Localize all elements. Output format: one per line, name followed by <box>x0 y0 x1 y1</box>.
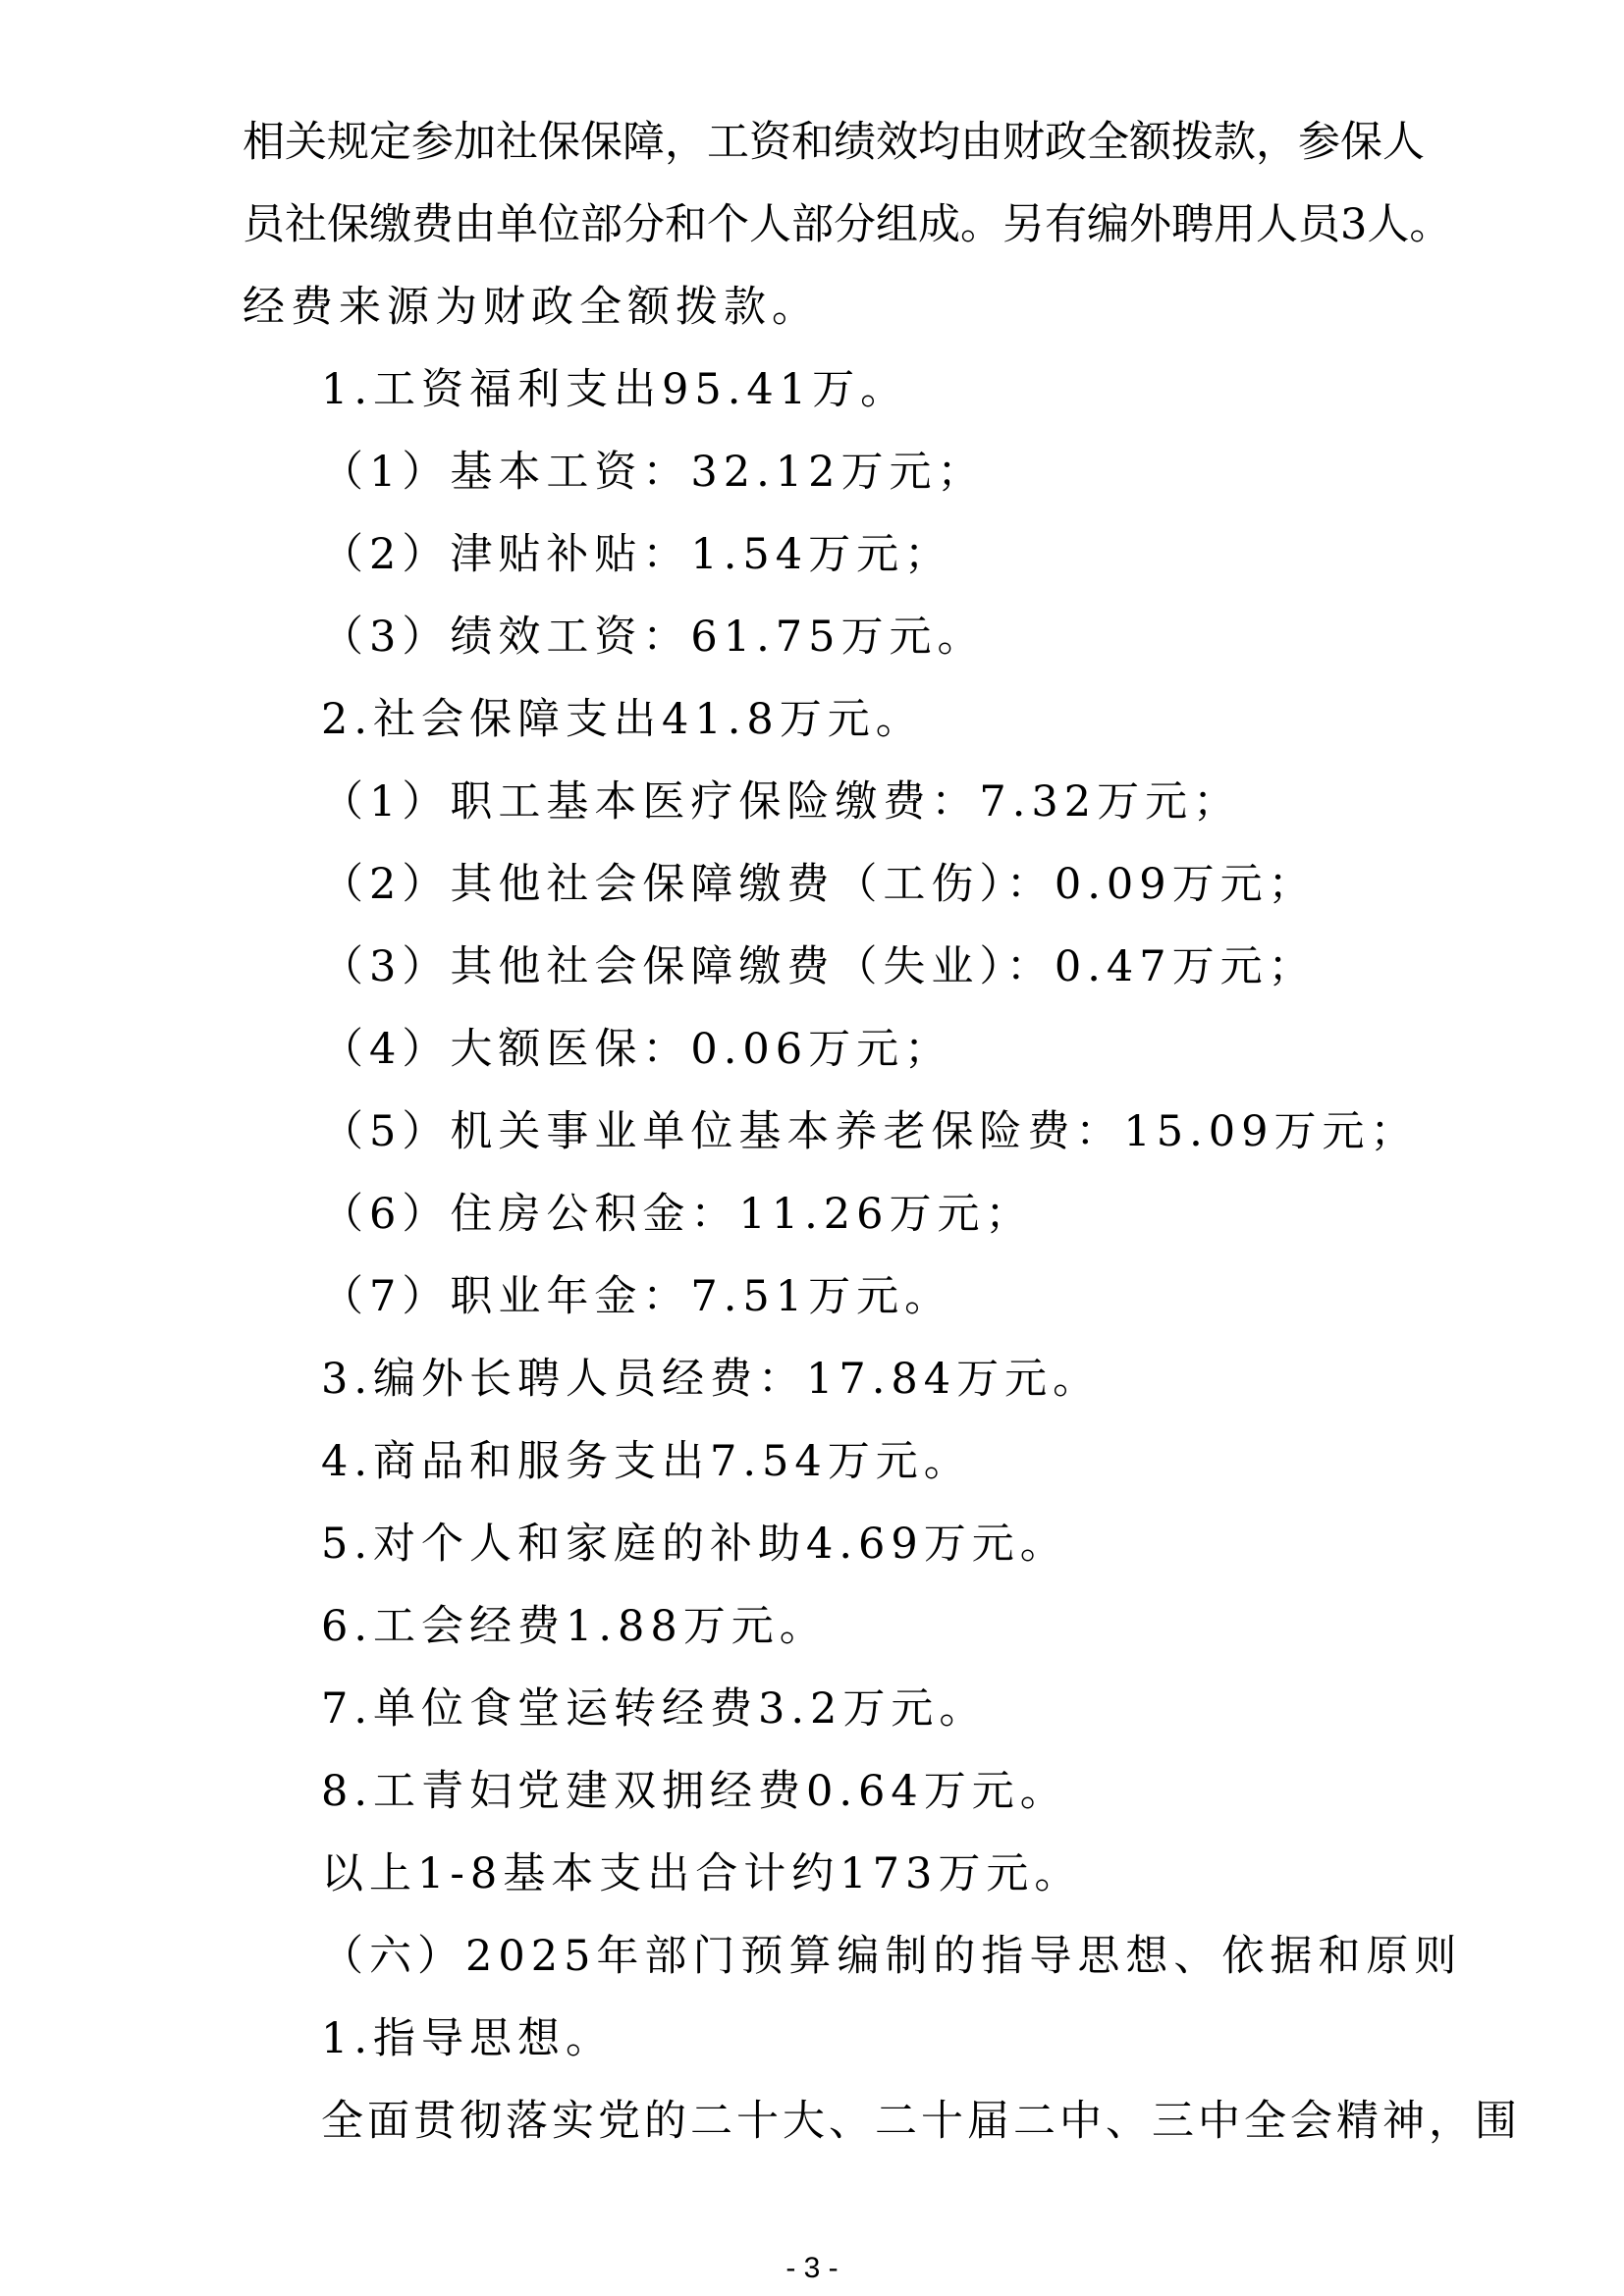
item-1-3-performance-pay: （3）绩效工资：61.75万元。 <box>321 613 986 662</box>
item-5-household-subsidy: 5.对个人和家庭的补助4.69万元。 <box>321 1520 1068 1569</box>
paragraph-continuation-line-3: 经费来源为财政全额拨款。 <box>243 283 820 332</box>
page-number: - 3 - <box>785 2252 839 2284</box>
item-1-2-allowance: （2）津贴补贴：1.54万元； <box>321 530 953 579</box>
item-4-goods-services: 4.商品和服务支出7.54万元。 <box>321 1437 972 1486</box>
paragraph-continuation-line-1: 相关规定参加社保保障，工资和绩效均由财政全额拨款，参保人 <box>243 118 1425 167</box>
total-basic-expenditure: 以上1-8基本支出合计约173万元。 <box>321 1849 1083 1898</box>
item-2-7-occupational-annuity: （7）职业年金：7.51万元。 <box>321 1272 953 1321</box>
item-1-salary-welfare: 1.工资福利支出95.41万。 <box>321 365 909 414</box>
paragraph-continuation-line-2: 员社保缴费由单位部分和个人部分组成。另有编外聘用人员3人。 <box>243 200 1452 249</box>
item-6-union-fee: 6.工会经费1.88万元。 <box>321 1602 828 1651</box>
item-8-party-building: 8.工青妇党建双拥经费0.64万元。 <box>321 1767 1068 1816</box>
subsection-1-heading: 1.指导思想。 <box>321 2014 615 2063</box>
item-2-2-work-injury: （2）其他社会保障缴费（工伤）：0.09万元； <box>321 860 1317 909</box>
item-3-contract-staff: 3.编外长聘人员经费：17.84万元。 <box>321 1355 1102 1404</box>
item-2-1-medical-insurance: （1）职工基本医疗保险缴费：7.32万元； <box>321 777 1242 827</box>
item-2-5-pension: （5）机关事业单位基本养老保险费：15.09万元； <box>321 1107 1419 1156</box>
item-2-social-security: 2.社会保障支出41.8万元。 <box>321 695 924 744</box>
item-1-1-basic-salary: （1）基本工资：32.12万元； <box>321 448 986 497</box>
item-2-3-unemployment: （3）其他社会保障缴费（失业）：0.47万元； <box>321 942 1317 991</box>
item-2-4-major-medical: （4）大额医保：0.06万元； <box>321 1025 953 1074</box>
item-7-canteen: 7.单位食堂运转经费3.2万元。 <box>321 1684 988 1734</box>
paragraph-start-line: 全面贯彻落实党的二十大、二十届二中、三中全会精神，围 <box>321 2097 1521 2146</box>
section-6-heading: （六）2025年部门预算编制的指导思想、依据和原则 <box>321 1932 1463 1981</box>
item-2-6-housing-fund: （6）住房公积金：11.26万元； <box>321 1190 1034 1239</box>
